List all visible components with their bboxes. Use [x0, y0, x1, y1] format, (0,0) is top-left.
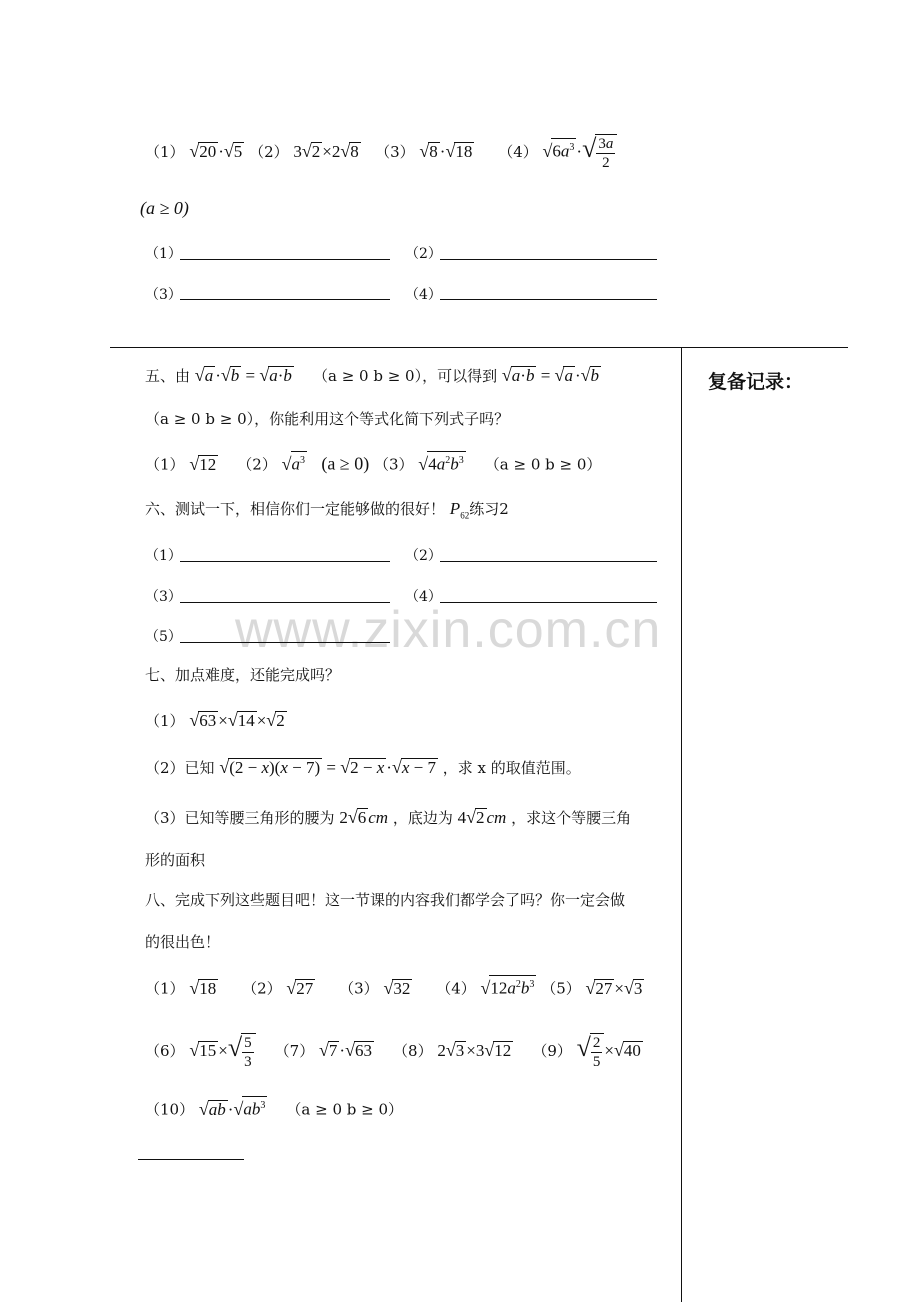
- part7-q1: （1） √63 ×√14 ×√2: [145, 710, 285, 730]
- part8-title2: 的很出色！: [145, 933, 221, 951]
- review-notes-title: 复备记录：: [708, 371, 804, 393]
- part4-condition: (a ≥ 0): [140, 198, 189, 218]
- test-blank-3[interactable]: [180, 601, 390, 603]
- test-label-1: （1）: [145, 548, 182, 564]
- test-blank-4[interactable]: [440, 601, 657, 603]
- part5-intro: 五、由 √a ·√b = √a·b （a ≥ 0 b ≥ 0），可以得到 √a·b = √a ·√b: [145, 365, 599, 385]
- part7-title: 七、加点难度，还能完成吗？: [145, 666, 341, 684]
- part7-q3: （3）已知等腰三角形的腰为 2√6 cm ，底边为 4√2 cm ，求这个等腰三角: [145, 807, 632, 827]
- answer-blank-3[interactable]: [180, 298, 390, 300]
- answer-label-3: （3）: [145, 287, 182, 303]
- test-label-2: （2）: [405, 548, 442, 564]
- part8-title: 八、完成下列这些题目吧！这一节课的内容我们都学会了吗？你一定会做: [145, 891, 626, 909]
- part7-q2: （2）已知 √(2 − x)(x − 7) = √2 − x ·√x − 7 ，求 x 的取值范围。: [145, 757, 581, 777]
- watermark: www.zixin.com.cn: [235, 601, 662, 659]
- part8-row3: （10） $√ab \cdot√ab^3$ （a ≥ 0 b ≥ 0）: [145, 1096, 403, 1122]
- test-blank-2[interactable]: [440, 560, 657, 562]
- part8-row2: （6） √15 ×√ $\frac{5}{3}$ （7） √7 ·√63 （8） 2√3 ×3√12 （9） √ $\frac{2}{5}$ ×√40: [145, 1032, 641, 1070]
- answer-blank-4[interactable]: [440, 298, 657, 300]
- answer-blank-1[interactable]: [180, 258, 390, 260]
- column-divider: [681, 347, 682, 1302]
- table-top-rule: [110, 347, 848, 348]
- test-blank-1[interactable]: [180, 560, 390, 562]
- test-label-3: （3）: [145, 589, 182, 605]
- answer-label-2: （2）: [405, 246, 442, 262]
- test-blank-5[interactable]: [180, 641, 390, 643]
- test-label-4: （4）: [405, 589, 442, 605]
- part4-problems: （1） √20 ·√5 （2） 3√2 ×2√8 （3） √8 ·√18 （4） $√6a^3$ ·√ $\frac{3a}{2}$: [145, 134, 617, 172]
- test-label-5: （5）: [145, 629, 182, 645]
- answer-label-4: （4）: [405, 287, 442, 303]
- part7-q3-cont: 形的面积: [145, 851, 206, 869]
- part6-title: 六、测试一下，相信你们一定能够做的很好！ $P_{62}$练习2: [145, 499, 509, 521]
- part5-problems: （1） √12 （2） $√a^3$ (a ≥ 0) （3） $√4a^2b^3$ （a ≥ 0 b ≥ 0）: [145, 451, 601, 477]
- answer-label-1: （1）: [145, 246, 182, 262]
- part5-line2: （a ≥ 0 b ≥ 0），你能利用这个等式化简下列式子吗？: [145, 410, 510, 428]
- answer-blank-2[interactable]: [440, 258, 657, 260]
- footnote-rule: [138, 1159, 244, 1160]
- part8-row1: （1） √18 （2） √27 （3） √32 （4） $√12a^2b^3$ （5） √27 ×√3: [145, 975, 644, 1001]
